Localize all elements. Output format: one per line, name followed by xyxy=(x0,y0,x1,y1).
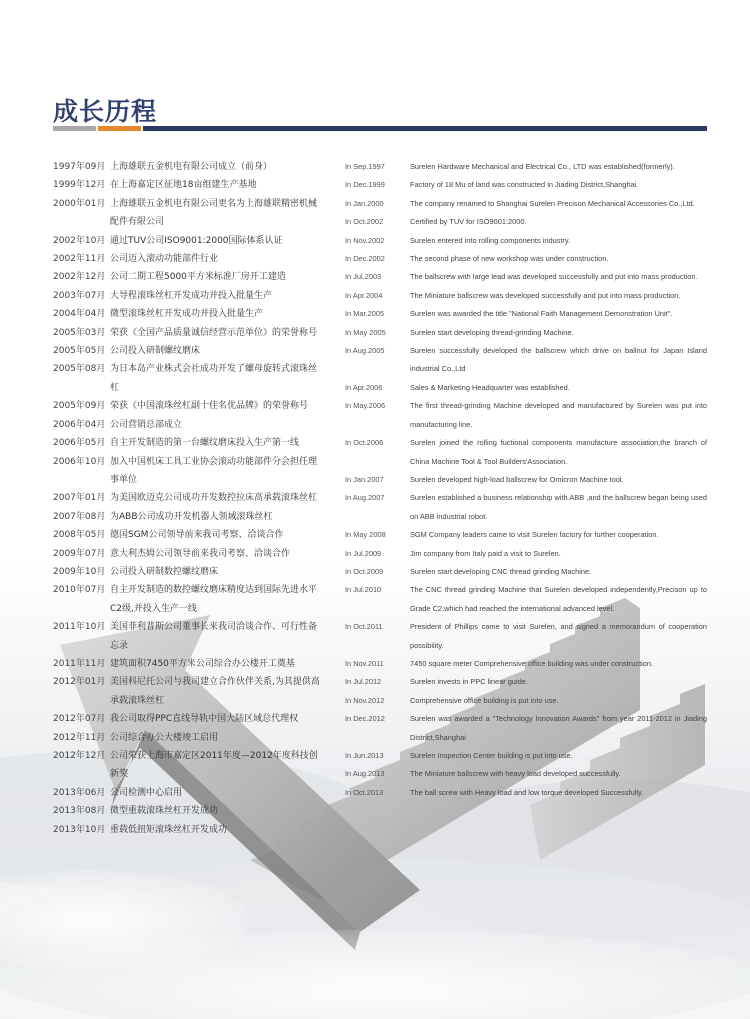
cn-entry-date: 2006年04月 xyxy=(53,419,106,430)
en-entry-date: In Apr.2004 xyxy=(345,290,383,300)
cn-timeline-entry xyxy=(53,453,323,490)
cn-entry-date: 2012年07月 xyxy=(53,714,106,725)
cn-entry-date: 1999年12月 xyxy=(53,180,106,191)
en-entry-date: In Oct.2002 xyxy=(345,217,384,227)
cn-entry-text: 荣获《全国产品质量诚信经营示范单位》的荣誉称号 xyxy=(110,327,318,338)
en-entry-text: Certified by TUV for ISO9001:2000. xyxy=(410,217,527,227)
en-entry-date: In Oct.2013 xyxy=(345,787,384,797)
divider-segment-gray xyxy=(53,126,96,131)
en-entry-text: Surelen start developing CNC thread grinding Machine. xyxy=(410,566,592,576)
cn-timeline-entry xyxy=(53,250,323,268)
en-entry-date: In Dec.2002 xyxy=(345,254,385,264)
cn-timeline-entry xyxy=(53,821,323,839)
en-timeline-entry xyxy=(345,213,707,231)
cn-entry-text: 自主开发制造的第一台螺纹磨床投入生产第一线 xyxy=(110,438,300,449)
cn-timeline-entry xyxy=(53,581,323,618)
cn-entry-text: 美国科尼托公司与我司建立合作伙伴关系,为其提供高承载滚珠丝杠 xyxy=(110,677,320,706)
cn-timeline-entry xyxy=(53,158,323,176)
en-entry-date: In Oct.2009 xyxy=(345,566,384,576)
cn-entry-text: 公司检测中心启用 xyxy=(110,787,183,798)
en-entry-date: In Jan.2000 xyxy=(345,198,384,208)
en-timeline-entry xyxy=(345,471,707,489)
cn-entry-date: 2013年10月 xyxy=(53,824,106,835)
en-entry-text: Sales & Marketing Headquarter was established. xyxy=(410,382,570,392)
en-timeline-entry xyxy=(345,747,707,765)
cn-timeline-entry xyxy=(53,195,323,232)
cn-entry-date: 2011年11月 xyxy=(53,658,106,669)
en-entry-text: Factory of 18 Mu of land was constructed in Jiading District,Shanghai. xyxy=(410,180,639,190)
en-entry-date: In May 2005 xyxy=(345,327,386,337)
cn-timeline-entry xyxy=(53,268,323,286)
cn-timeline-entry xyxy=(53,545,323,563)
cn-entry-date: 1997年09月 xyxy=(53,162,106,172)
cn-entry-text: 微型重载滚珠丝杠开发成功 xyxy=(110,806,219,817)
en-timeline-entry xyxy=(345,342,707,379)
cn-timeline-entry xyxy=(53,324,323,342)
en-entry-text: Surelen joined the rolling fuctional components manufacture association,the branch of China Machine Tool & Tool Builders'Association. xyxy=(410,438,707,466)
cn-entry-text: 在上海嘉定区征地18亩组建生产基地 xyxy=(110,180,257,191)
title-divider xyxy=(53,126,707,131)
en-entry-text: President of Phillips came to visit Surelen, and signed a memorandum of cooperation possibility. xyxy=(410,622,707,650)
en-entry-text: Jim company from Italy paid a visit to Surelen. xyxy=(410,548,561,558)
cn-timeline-entry xyxy=(53,489,323,507)
en-timeline-entry xyxy=(345,305,707,323)
timeline-english xyxy=(345,158,707,802)
en-entry-text: The company renamed to Shanghai Surelen Precison Mechanical Accessories Co.,Ltd. xyxy=(410,198,695,208)
cn-timeline-entry xyxy=(53,508,323,526)
en-entry-date: In Apr.2006 xyxy=(345,382,383,392)
en-timeline-entry xyxy=(345,563,707,581)
cn-timeline-entry xyxy=(53,526,323,544)
en-timeline-entry xyxy=(345,784,707,802)
en-timeline-entry xyxy=(345,673,707,691)
divider-segment-navy xyxy=(143,126,707,131)
cn-entry-text: 荣获《中国滚珠丝杠副十佳名优品牌》的荣誉称号 xyxy=(110,401,309,412)
en-timeline-entry xyxy=(345,765,707,783)
cn-timeline-entry xyxy=(53,563,323,581)
cn-timeline-entry xyxy=(53,176,323,194)
en-timeline-entry xyxy=(345,526,707,544)
en-entry-date: In Jan.2007 xyxy=(345,474,384,484)
cn-entry-date: 2011年10月 xyxy=(53,622,106,633)
cn-entry-text: 为ABB公司成功开发机器人领域滚珠丝杠 xyxy=(110,511,273,522)
en-timeline-entry xyxy=(345,618,707,655)
cn-entry-date: 2012年11月 xyxy=(53,732,106,743)
en-entry-date: In Nov.2012 xyxy=(345,695,385,705)
en-timeline-entry xyxy=(345,195,707,213)
cn-entry-date: 2004年04月 xyxy=(53,309,106,320)
cn-timeline-entry xyxy=(53,434,323,452)
cn-timeline-entry xyxy=(53,232,323,250)
en-timeline-entry xyxy=(345,287,707,305)
en-timeline-entry xyxy=(345,581,707,618)
en-entry-date: In Jul.2009 xyxy=(345,548,382,558)
en-entry-date: In May 2008 xyxy=(345,530,386,540)
cn-entry-text: 美国菲利普斯公司董事长来我司洽谈合作、可行性备忘录 xyxy=(110,622,318,651)
en-entry-date: In Nov.2011 xyxy=(345,658,384,668)
cn-timeline-entry xyxy=(53,305,323,323)
divider-segment-orange xyxy=(98,126,141,131)
en-entry-text: The first thread-grinding Machine developed and manufactured by Surelen was put into manufacturing line. xyxy=(410,401,707,429)
cn-timeline-entry xyxy=(53,416,323,434)
cn-entry-date: 2006年05月 xyxy=(53,438,106,449)
cn-entry-text: 重载低扭矩滚珠丝杠开发成功 xyxy=(110,824,228,835)
en-entry-text: SGM Company leaders came to visit Surelen factory for further cooperation. xyxy=(410,530,659,540)
en-entry-date: In Dec.2012 xyxy=(345,714,385,724)
en-entry-text: 7450 square meter Comprehensive office building was under construction. xyxy=(410,658,654,668)
en-timeline-entry xyxy=(345,710,707,747)
en-timeline-entry xyxy=(345,397,707,434)
cn-entry-text: 公司投入研制数控螺纹磨床 xyxy=(110,566,219,577)
en-timeline-entry xyxy=(345,324,707,342)
en-entry-date: In Nov.2002 xyxy=(345,235,385,245)
en-timeline-entry xyxy=(345,692,707,710)
en-entry-text: Surelen successfully developed the ballscrew which drive on ballnut for Japan Island industrial Co.,Ltd xyxy=(410,346,707,374)
en-entry-date: In Jul.2012 xyxy=(345,677,382,687)
en-entry-date: In Aug.2007 xyxy=(345,493,385,503)
en-entry-date: In Jul.2003 xyxy=(345,272,382,282)
en-entry-date: In May.2006 xyxy=(345,401,386,411)
cn-entry-text: 加入中国机床工具工业协会滚动功能部件分会担任理事单位 xyxy=(110,456,318,485)
cn-timeline-entry xyxy=(53,397,323,415)
cn-timeline-entry xyxy=(53,618,323,655)
en-timeline-entry xyxy=(345,434,707,471)
cn-entry-date: 2009年10月 xyxy=(53,566,106,577)
en-entry-text: The CNC thread grinding Machine that Surelen developed independently,Precison up to Grade C2,which had reached the international advanced level. xyxy=(410,585,707,613)
cn-entry-text: 为日本岛产业株式会社成功开发了螺母旋转式滚珠丝杠 xyxy=(110,364,318,393)
cn-entry-text: 公司投入研制螺纹磨床 xyxy=(110,346,201,357)
cn-entry-date: 2010年07月 xyxy=(53,585,106,596)
cn-entry-text: 上海雄联五金机电有限公司更名为上海雄联精密机械配件有限公司 xyxy=(110,198,318,228)
en-entry-date: In Jun.2013 xyxy=(345,751,384,760)
cn-entry-date: 2006年10月 xyxy=(53,456,106,467)
cn-entry-text: 微型滚珠丝杠开发成功并投入批量生产 xyxy=(110,309,264,320)
en-entry-text: Surelen Inspection Center building is put into use. xyxy=(410,751,573,760)
en-entry-text: The Miniature ballscrew with heavy load developed successfully. xyxy=(410,769,621,779)
cn-entry-date: 2008年05月 xyxy=(53,530,106,541)
cn-entry-date: 2007年01月 xyxy=(53,493,106,504)
en-entry-text: The Miniature ballscrew was developed successfully and put into mass production. xyxy=(410,290,681,300)
cn-entry-text: 通过TUV公司ISO9001:2000国际体系认证 xyxy=(110,235,283,246)
cn-entry-date: 2002年12月 xyxy=(53,272,106,283)
en-entry-text: Surelen start developing thread-grinding Machine. xyxy=(410,327,574,337)
en-timeline-entry xyxy=(345,176,707,194)
cn-entry-text: 自主开发制造的数控螺纹磨床精度达到国际先进水平C2级,并投入生产一线 xyxy=(110,585,318,614)
cn-entry-text: 德国SGM公司领导前来我司考察、洽谈合作 xyxy=(110,530,284,541)
en-entry-date: In Aug.2013 xyxy=(345,769,385,779)
cn-entry-text: 公司二期工程5000平方米标准厂房开工建造 xyxy=(110,272,286,283)
cn-entry-text: 建筑面积7450平方米公司综合办公楼开工奠基 xyxy=(110,658,295,669)
en-entry-text: Comprehensive office building is put into use. xyxy=(410,695,559,705)
en-entry-text: The ball screw with Heavy load and low torque developed Successfully. xyxy=(410,787,644,797)
cn-entry-date: 2009年07月 xyxy=(53,548,106,559)
cn-entry-date: 2005年09月 xyxy=(53,401,106,412)
cn-entry-text: 公司迈入滚动功能部件行业 xyxy=(110,254,219,265)
en-timeline-entry xyxy=(345,268,707,286)
en-entry-date: In Jul.2010 xyxy=(345,585,382,595)
en-entry-text: Surelen invests in PPC linear guide. xyxy=(410,677,528,687)
cn-entry-date: 2003年07月 xyxy=(53,290,106,301)
en-timeline-entry xyxy=(345,655,707,673)
cn-entry-text: 公司综合办公大楼竣工启用 xyxy=(110,732,219,743)
en-timeline-entry xyxy=(345,158,707,176)
en-timeline-entry xyxy=(345,232,707,250)
cn-entry-text: 公司荣获上海市嘉定区2011年度—2012年度科技创新奖 xyxy=(110,751,318,780)
cn-entry-text: 我公司取得PPC直线导轨中国大陆区域总代理权 xyxy=(110,714,299,725)
cn-entry-date: 2007年08月 xyxy=(53,511,106,522)
cn-timeline-entry xyxy=(53,673,323,710)
en-entry-text: Surelen Hardware Mechanical and Electrical Co., LTD was established(formerly). xyxy=(410,162,675,171)
cn-timeline-entry xyxy=(53,710,323,728)
cn-timeline-entry xyxy=(53,360,323,397)
cn-entry-date: 2000年01月 xyxy=(53,198,106,209)
cn-timeline-entry xyxy=(53,802,323,820)
en-entry-text: Surelen established a business relationship with ABB ,and the ballscrew began being used on ABB industrial robot. xyxy=(410,493,707,521)
cn-entry-date: 2012年01月 xyxy=(53,677,106,688)
cn-entry-text: 大导程滚珠丝杠开发成功并投入批量生产 xyxy=(110,290,273,301)
cn-entry-date: 2005年08月 xyxy=(53,364,106,375)
en-entry-text: Surelen entered into rolling components industry. xyxy=(410,235,571,245)
timeline-chinese xyxy=(53,158,323,839)
en-entry-date: In Aug.2005 xyxy=(345,346,385,356)
en-timeline-entry xyxy=(345,545,707,563)
cn-timeline-entry xyxy=(53,729,323,747)
cn-entry-date: 2012年12月 xyxy=(53,751,106,761)
en-entry-text: The ballscrew with large lead was developed successfully and put into mass production. xyxy=(410,272,698,282)
en-timeline-entry xyxy=(345,250,707,268)
cn-timeline-entry xyxy=(53,784,323,802)
cn-timeline-entry xyxy=(53,655,323,673)
cn-entry-text: 意大利杰姆公司领导前来我司考察、洽谈合作 xyxy=(110,548,291,559)
cn-entry-date: 2002年10月 xyxy=(53,235,106,246)
en-entry-date: In Oct.2006 xyxy=(345,438,384,448)
cn-entry-text: 为美国欧迈克公司成功开发数控拉床高承载滚珠丝杠 xyxy=(110,493,318,504)
cn-entry-text: 上海雄联五金机电有限公司成立（前身） xyxy=(110,162,273,172)
cn-entry-date: 2005年03月 xyxy=(53,327,106,338)
en-entry-text: Surelen was awarded a "Technology Innovation Awards" from year 2011-2012 in Jiading District,Shanghai xyxy=(410,714,707,742)
en-entry-date: In Dec.1999 xyxy=(345,180,385,190)
en-timeline-entry xyxy=(345,489,707,526)
cn-timeline-entry xyxy=(53,747,323,784)
page-title: 成长历程 xyxy=(53,97,158,126)
cn-timeline-entry xyxy=(53,342,323,360)
en-entry-date: In Mar.2005 xyxy=(345,309,385,319)
cn-entry-text: 公司营销总部成立 xyxy=(110,419,183,430)
en-timeline-entry xyxy=(345,379,707,397)
en-entry-date: In Oct.2011 xyxy=(345,622,383,632)
cn-entry-date: 2013年06月 xyxy=(53,787,106,798)
cn-timeline-entry xyxy=(53,287,323,305)
cn-entry-date: 2005年05月 xyxy=(53,346,106,357)
en-entry-text: Surelen developed high-load ballscrew for Omicron Machine tool. xyxy=(410,474,624,484)
en-entry-date: In Sep.1997 xyxy=(345,162,385,171)
cn-entry-date: 2002年11月 xyxy=(53,254,106,265)
cn-entry-date: 2013年08月 xyxy=(53,806,106,817)
en-entry-text: The second phase of new workshop was under construction. xyxy=(410,254,609,264)
en-entry-text: Surelen was awarded the title "National Faith Management Demonstration Unit". xyxy=(410,309,673,319)
